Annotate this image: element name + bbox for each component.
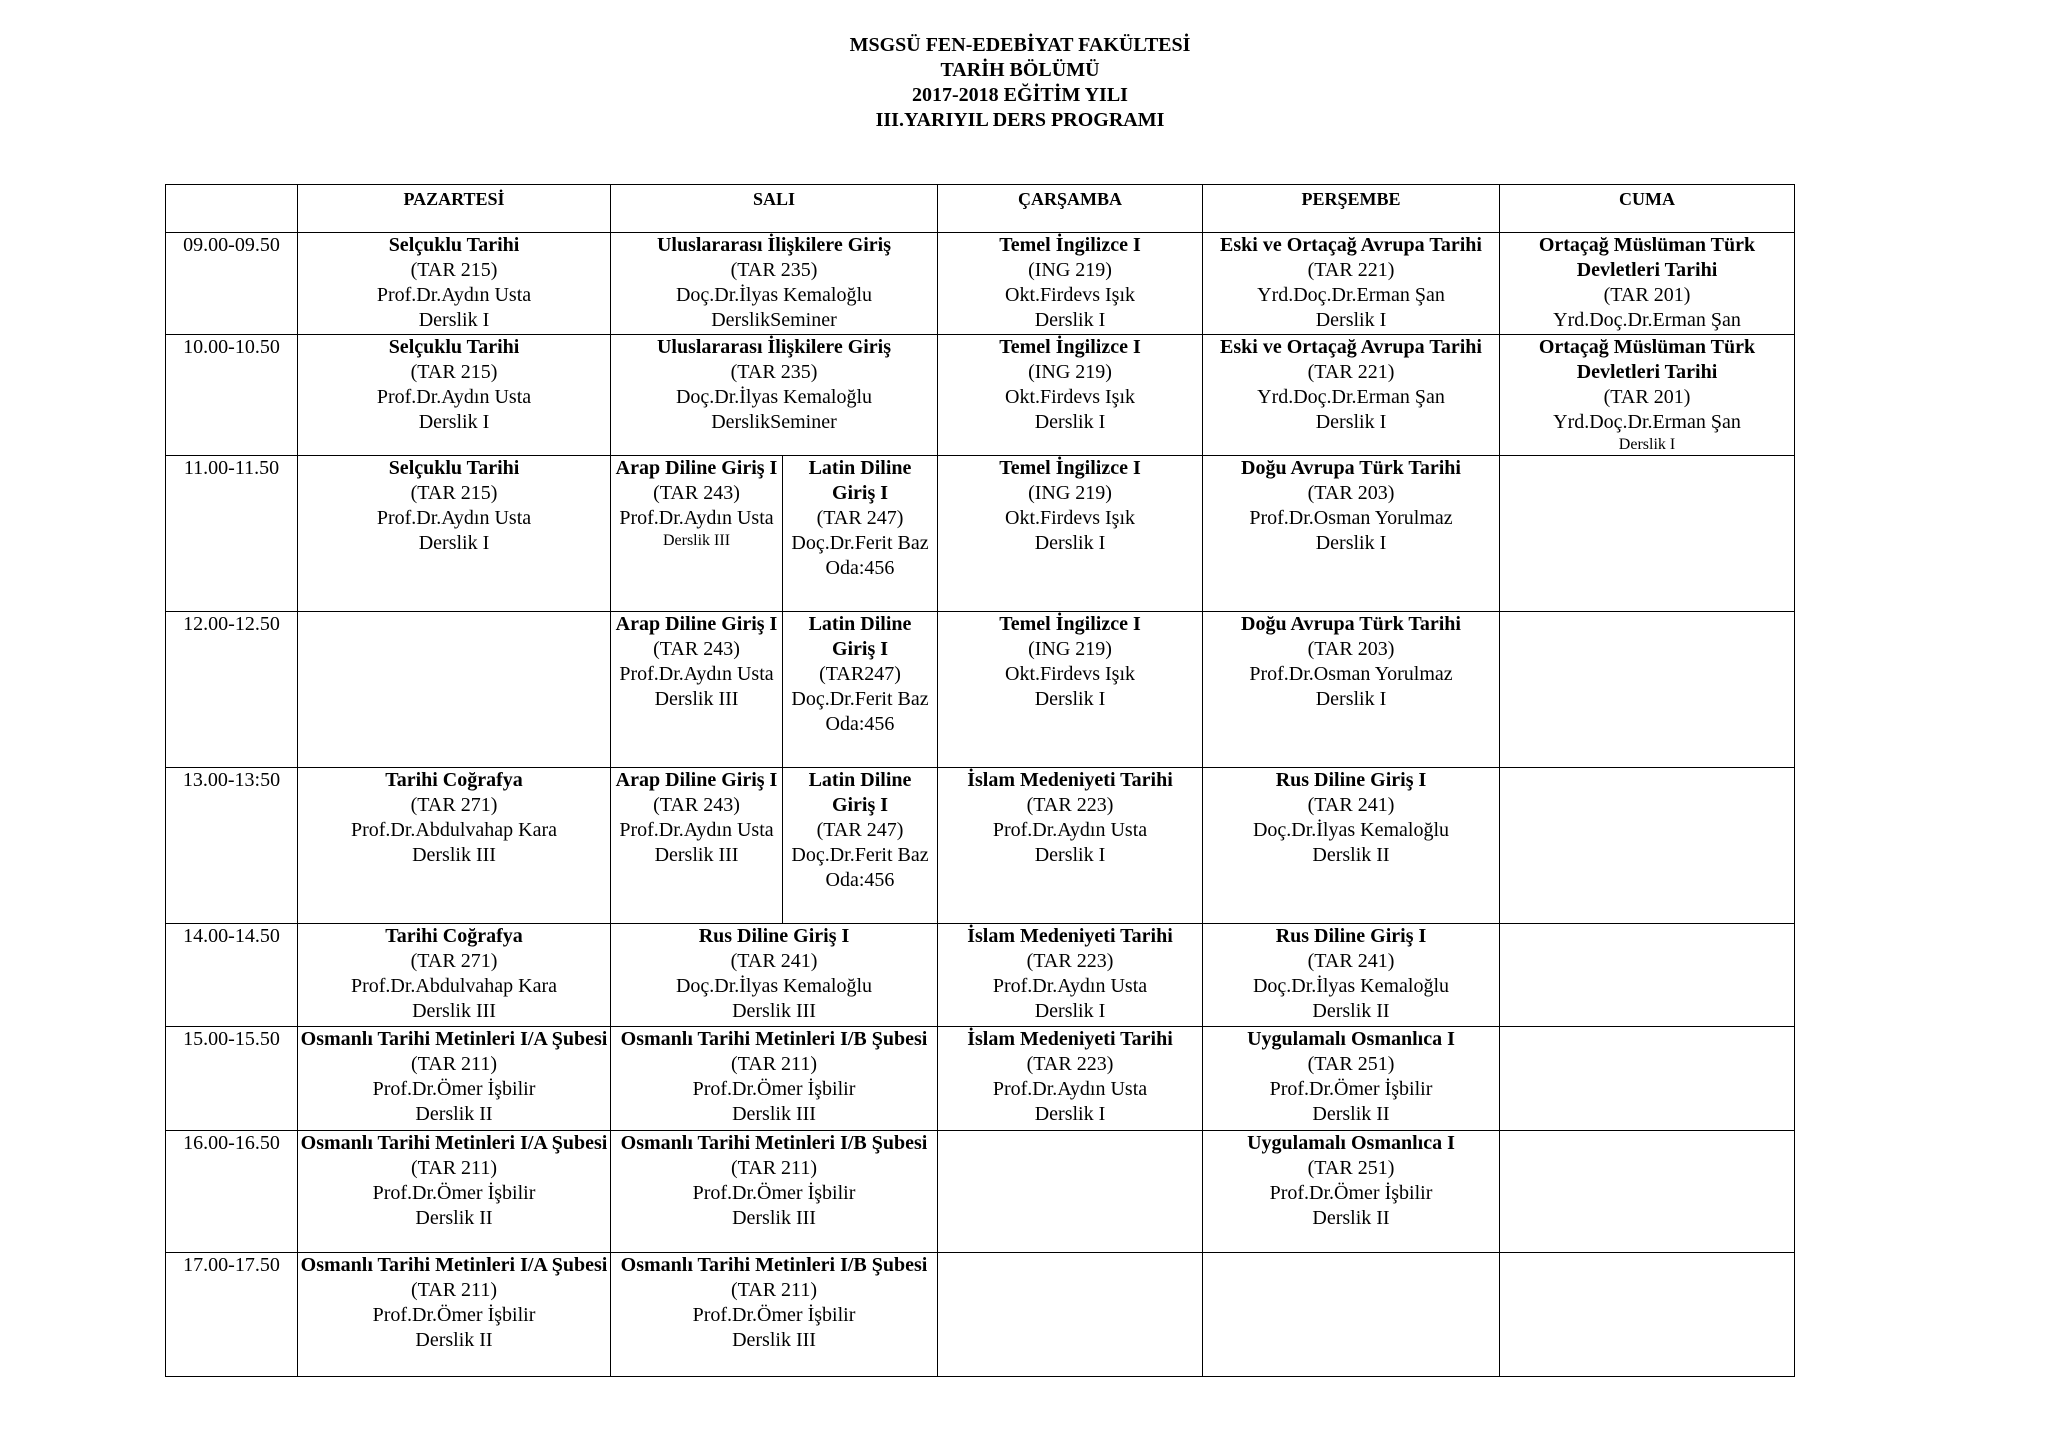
instructor: Okt.Firdevs Işık xyxy=(1005,663,1135,685)
course-title: Ortaçağ Müslüman Türk Devletleri Tarihi xyxy=(1538,234,1756,281)
course-code: (ING 219) xyxy=(1028,638,1112,660)
course-title: Arap Diline Giriş I xyxy=(615,457,778,479)
course-title: Osmanlı Tarihi Metinleri I/B Şubesi xyxy=(620,1254,928,1276)
course-title: Uygulamalı Osmanlıca I xyxy=(1247,1132,1455,1154)
classroom: Oda:456 xyxy=(825,557,895,579)
classroom: Derslik I xyxy=(1034,532,1106,554)
course-cell xyxy=(1500,456,1795,612)
course-code: (TAR 201) xyxy=(1603,284,1691,306)
instructor: Prof.Dr.Abdulvahap Kara xyxy=(350,975,558,997)
course-cell xyxy=(938,1253,1203,1377)
classroom: Derslik III xyxy=(662,532,731,549)
course-cell xyxy=(1500,1253,1795,1377)
instructor: Doç.Dr.Ferit Baz xyxy=(791,532,929,554)
instructor: Doç.Dr.İlyas Kemaloğlu xyxy=(675,284,873,306)
time-slot: 16.00-16.50 xyxy=(166,1131,298,1253)
course-title: Doğu Avrupa Türk Tarihi xyxy=(1241,613,1461,635)
classroom: Oda:456 xyxy=(825,869,895,891)
course-title: Doğu Avrupa Türk Tarihi xyxy=(1241,457,1461,479)
course-code: (TAR 221) xyxy=(1307,259,1395,281)
course-title: Tarihi Coğrafya xyxy=(385,769,523,791)
instructor: Yrd.Doç.Dr.Erman Şan xyxy=(1553,411,1741,433)
course-cell xyxy=(938,768,1203,924)
classroom: Derslik I xyxy=(418,411,490,433)
course-title: Rus Diline Giriş I xyxy=(1275,925,1427,947)
instructor: Prof.Dr.Aydın Usta xyxy=(619,819,774,841)
document-header xyxy=(0,33,2040,133)
course-cell xyxy=(1203,233,1500,335)
schedule-row xyxy=(166,335,1795,456)
course-cell xyxy=(1500,612,1795,768)
course-cell xyxy=(783,456,938,612)
instructor: Okt.Firdevs Işık xyxy=(1005,507,1135,529)
corner-cell xyxy=(166,185,298,233)
course-code: (ING 219) xyxy=(1028,482,1112,504)
course-title: Temel İngilizce I xyxy=(999,457,1141,479)
course-cell xyxy=(1500,1131,1795,1253)
schedule-row xyxy=(166,768,1795,924)
course-code: (TAR247) xyxy=(819,663,901,685)
course-cell xyxy=(611,924,938,1027)
time-slot: 17.00-17.50 xyxy=(166,1253,298,1377)
course-cell xyxy=(938,924,1203,1027)
course-cell xyxy=(298,924,611,1027)
program-title: III.YARIYIL DERS PROGRAMI xyxy=(875,109,1165,131)
course-title: Osmanlı Tarihi Metinleri I/B Şubesi xyxy=(620,1028,928,1050)
instructor: Prof.Dr.Aydın Usta xyxy=(376,507,532,529)
classroom: Derslik I xyxy=(1034,309,1106,331)
course-code: (TAR 215) xyxy=(410,259,498,281)
course-code: (TAR 211) xyxy=(731,1053,817,1075)
course-cell xyxy=(1203,612,1500,768)
classroom: Derslik III xyxy=(654,688,739,710)
classroom: Derslik II xyxy=(1312,1103,1390,1125)
day-header: PERŞEMBE xyxy=(1203,185,1500,233)
schedule-table xyxy=(165,184,1795,1377)
time-slot: 09.00-09.50 xyxy=(166,233,298,335)
course-title: Osmanlı Tarihi Metinleri I/A Şubesi xyxy=(300,1254,608,1276)
classroom: Derslik III xyxy=(732,1000,816,1022)
department-title: TARİH BÖLÜMÜ xyxy=(940,59,1100,81)
classroom: Derslik II xyxy=(1312,1000,1390,1022)
course-code: (TAR 241) xyxy=(730,950,818,972)
instructor: Prof.Dr.Ömer İşbilir xyxy=(692,1078,856,1100)
instructor: Prof.Dr.Ömer İşbilir xyxy=(1269,1182,1433,1204)
schedule-row xyxy=(166,456,1795,612)
course-cell xyxy=(783,768,938,924)
time-slot: 14.00-14.50 xyxy=(166,924,298,1027)
classroom: Derslik III xyxy=(412,1000,496,1022)
classroom: Derslik II xyxy=(1312,844,1390,866)
instructor: Doç.Dr.İlyas Kemaloğlu xyxy=(675,386,873,408)
course-code: (TAR 271) xyxy=(410,794,498,816)
schedule-row xyxy=(166,233,1795,335)
course-code: (TAR 211) xyxy=(411,1279,497,1301)
course-title: Selçuklu Tarihi xyxy=(388,234,520,256)
course-cell xyxy=(938,1131,1203,1253)
course-code: (ING 219) xyxy=(1028,259,1112,281)
course-title: Rus Diline Giriş I xyxy=(1275,769,1427,791)
course-cell xyxy=(1500,768,1795,924)
course-cell xyxy=(611,768,783,924)
instructor: Prof.Dr.Ömer İşbilir xyxy=(372,1078,536,1100)
day-header: ÇARŞAMBA xyxy=(938,185,1203,233)
classroom: DerslikSeminer xyxy=(711,411,837,433)
classroom: Derslik I xyxy=(1315,309,1387,331)
course-title: Latin Diline Giriş I xyxy=(808,613,912,660)
course-title: Tarihi Coğrafya xyxy=(385,925,523,947)
classroom: Derslik I xyxy=(418,309,490,331)
course-cell xyxy=(1203,1131,1500,1253)
course-cell xyxy=(611,1253,938,1377)
course-cell xyxy=(611,612,783,768)
course-cell xyxy=(938,233,1203,335)
instructor: Okt.Firdevs Işık xyxy=(1005,386,1135,408)
time-slot: 10.00-10.50 xyxy=(166,335,298,456)
course-cell xyxy=(938,612,1203,768)
schedule-row xyxy=(166,1027,1795,1131)
course-code: (TAR 215) xyxy=(410,482,498,504)
instructor: Yrd.Doç.Dr.Erman Şan xyxy=(1553,309,1741,331)
instructor: Prof.Dr.Aydın Usta xyxy=(992,819,1148,841)
classroom: Oda:456 xyxy=(825,713,895,735)
schedule-row xyxy=(166,612,1795,768)
course-cell xyxy=(1500,335,1795,456)
course-cell xyxy=(1203,456,1500,612)
course-cell xyxy=(938,335,1203,456)
instructor: Prof.Dr.Aydın Usta xyxy=(376,284,532,306)
classroom: Derslik III xyxy=(732,1329,816,1351)
schedule-row xyxy=(166,1131,1795,1253)
course-title: Eski ve Ortaçağ Avrupa Tarihi xyxy=(1220,234,1482,256)
course-cell xyxy=(783,612,938,768)
instructor: Prof.Dr.Ömer İşbilir xyxy=(372,1304,536,1326)
instructor: Prof.Dr.Ömer İşbilir xyxy=(692,1182,856,1204)
course-code: (TAR 271) xyxy=(410,950,498,972)
day-header: SALI xyxy=(611,185,938,233)
course-code: (TAR 201) xyxy=(1603,386,1691,408)
course-code: (TAR 211) xyxy=(731,1157,817,1179)
course-code: (TAR 251) xyxy=(1307,1053,1395,1075)
course-title: Uluslararası İlişkilere Giriş xyxy=(656,234,892,256)
course-title: İslam Medeniyeti Tarihi xyxy=(967,769,1173,791)
course-cell xyxy=(1203,1253,1500,1377)
course-title: Osmanlı Tarihi Metinleri I/A Şubesi xyxy=(300,1028,608,1050)
course-title: Osmanlı Tarihi Metinleri I/B Şubesi xyxy=(620,1132,928,1154)
course-code: (TAR 221) xyxy=(1307,361,1395,383)
course-title: Rus Diline Giriş I xyxy=(698,925,850,947)
course-cell xyxy=(1203,924,1500,1027)
course-title: İslam Medeniyeti Tarihi xyxy=(967,1028,1173,1050)
course-title: Arap Diline Giriş I xyxy=(615,769,778,791)
classroom: Derslik I xyxy=(1034,1000,1106,1022)
course-code: (TAR 243) xyxy=(653,482,740,504)
classroom: Derslik I xyxy=(1315,411,1387,433)
instructor: Prof.Dr.Abdulvahap Kara xyxy=(350,819,558,841)
course-cell xyxy=(298,456,611,612)
course-title: Uluslararası İlişkilere Giriş xyxy=(656,336,892,358)
course-cell xyxy=(298,335,611,456)
course-cell xyxy=(1500,924,1795,1027)
classroom: Derslik III xyxy=(732,1103,816,1125)
course-cell xyxy=(298,233,611,335)
instructor: Prof.Dr.Ömer İşbilir xyxy=(372,1182,536,1204)
course-title: Latin Diline Giriş I xyxy=(808,457,912,504)
instructor: Prof.Dr.Aydın Usta xyxy=(619,663,774,685)
classroom: Derslik I xyxy=(1315,532,1387,554)
classroom: Derslik III xyxy=(732,1207,816,1229)
course-cell xyxy=(298,1253,611,1377)
course-cell xyxy=(938,456,1203,612)
course-code: (TAR 241) xyxy=(1307,950,1395,972)
classroom: Derslik I xyxy=(1034,844,1106,866)
day-header: CUMA xyxy=(1500,185,1795,233)
classroom: Derslik I xyxy=(1315,688,1387,710)
course-code: (TAR 223) xyxy=(1026,950,1114,972)
course-cell xyxy=(611,1131,938,1253)
classroom: Derslik III xyxy=(412,844,496,866)
course-cell xyxy=(298,612,611,768)
course-title: İslam Medeniyeti Tarihi xyxy=(967,925,1173,947)
course-code: (TAR 241) xyxy=(1307,794,1395,816)
instructor: Prof.Dr.Ömer İşbilir xyxy=(692,1304,856,1326)
course-title: Temel İngilizce I xyxy=(999,234,1141,256)
course-code: (TAR 251) xyxy=(1307,1157,1395,1179)
course-code: (TAR 203) xyxy=(1307,482,1395,504)
course-code: (TAR 223) xyxy=(1026,794,1114,816)
course-code: (TAR 211) xyxy=(411,1053,497,1075)
course-title: Latin Diline Giriş I xyxy=(808,769,912,816)
schedule-row xyxy=(166,1253,1795,1377)
classroom: Derslik I xyxy=(1034,1103,1106,1125)
course-cell xyxy=(611,456,783,612)
course-title: Selçuklu Tarihi xyxy=(388,336,520,358)
classroom: DerslikSeminer xyxy=(711,309,837,331)
course-code: (TAR 211) xyxy=(731,1279,817,1301)
instructor: Doç.Dr.İlyas Kemaloğlu xyxy=(1252,819,1450,841)
classroom: Derslik II xyxy=(415,1103,493,1125)
course-code: (TAR 215) xyxy=(410,361,498,383)
instructor: Prof.Dr.Aydın Usta xyxy=(376,386,532,408)
schedule-row xyxy=(166,924,1795,1027)
course-cell xyxy=(298,1131,611,1253)
time-slot: 12.00-12.50 xyxy=(166,612,298,768)
course-title: Eski ve Ortaçağ Avrupa Tarihi xyxy=(1220,336,1482,358)
day-header-row xyxy=(166,185,1795,233)
instructor: Doç.Dr.Ferit Baz xyxy=(791,688,929,710)
instructor: Prof.Dr.Aydın Usta xyxy=(992,975,1148,997)
course-code: (TAR 235) xyxy=(730,361,818,383)
course-title: Uygulamalı Osmanlıca I xyxy=(1247,1028,1455,1050)
course-code: (ING 219) xyxy=(1028,361,1112,383)
course-cell xyxy=(938,1027,1203,1131)
course-cell xyxy=(1500,233,1795,335)
instructor: Yrd.Doç.Dr.Erman Şan xyxy=(1257,284,1445,306)
course-cell xyxy=(611,233,938,335)
instructor: Doç.Dr.İlyas Kemaloğlu xyxy=(675,975,873,997)
classroom: Derslik II xyxy=(415,1207,493,1229)
course-cell xyxy=(611,335,938,456)
time-slot: 13.00-13:50 xyxy=(166,768,298,924)
course-code: (TAR 211) xyxy=(411,1157,497,1179)
course-code: (TAR 243) xyxy=(653,794,740,816)
instructor: Prof.Dr.Osman Yorulmaz xyxy=(1249,507,1453,529)
time-slot: 11.00-11.50 xyxy=(166,456,298,612)
course-cell xyxy=(1203,335,1500,456)
instructor: Prof.Dr.Ömer İşbilir xyxy=(1269,1078,1433,1100)
instructor: Doç.Dr.İlyas Kemaloğlu xyxy=(1252,975,1450,997)
course-title: Temel İngilizce I xyxy=(999,613,1141,635)
time-slot: 15.00-15.50 xyxy=(166,1027,298,1131)
course-cell xyxy=(298,768,611,924)
classroom: Derslik II xyxy=(415,1329,493,1351)
instructor: Prof.Dr.Aydın Usta xyxy=(992,1078,1148,1100)
classroom: Derslik I xyxy=(1034,688,1106,710)
course-title: Selçuklu Tarihi xyxy=(388,457,520,479)
course-code: (TAR 247) xyxy=(816,507,904,529)
course-code: (TAR 243) xyxy=(653,638,740,660)
course-cell xyxy=(611,1027,938,1131)
course-code: (TAR 223) xyxy=(1026,1053,1114,1075)
course-cell xyxy=(1203,1027,1500,1131)
academic-year: 2017-2018 EĞİTİM YILI xyxy=(912,84,1128,106)
classroom: Derslik II xyxy=(1312,1207,1390,1229)
course-title: Arap Diline Giriş I xyxy=(615,613,778,635)
course-title: Ortaçağ Müslüman Türk Devletleri Tarihi xyxy=(1538,336,1756,383)
faculty-title: MSGSÜ FEN-EDEBİYAT FAKÜLTESİ xyxy=(849,34,1191,56)
day-header: PAZARTESİ xyxy=(298,185,611,233)
instructor: Doç.Dr.Ferit Baz xyxy=(791,844,929,866)
classroom: Derslik I xyxy=(1034,411,1106,433)
course-code: (TAR 203) xyxy=(1307,638,1395,660)
course-title: Osmanlı Tarihi Metinleri I/A Şubesi xyxy=(300,1132,608,1154)
classroom: Derslik I xyxy=(418,532,490,554)
course-title: Temel İngilizce I xyxy=(999,336,1141,358)
classroom: Derslik I xyxy=(1618,436,1676,453)
course-code: (TAR 235) xyxy=(730,259,818,281)
instructor: Prof.Dr.Aydın Usta xyxy=(619,507,774,529)
course-cell xyxy=(1500,1027,1795,1131)
course-code: (TAR 247) xyxy=(816,819,904,841)
instructor: Okt.Firdevs Işık xyxy=(1005,284,1135,306)
classroom: Derslik III xyxy=(654,844,739,866)
course-cell xyxy=(298,1027,611,1131)
course-cell xyxy=(1203,768,1500,924)
instructor: Yrd.Doç.Dr.Erman Şan xyxy=(1257,386,1445,408)
instructor: Prof.Dr.Osman Yorulmaz xyxy=(1249,663,1453,685)
